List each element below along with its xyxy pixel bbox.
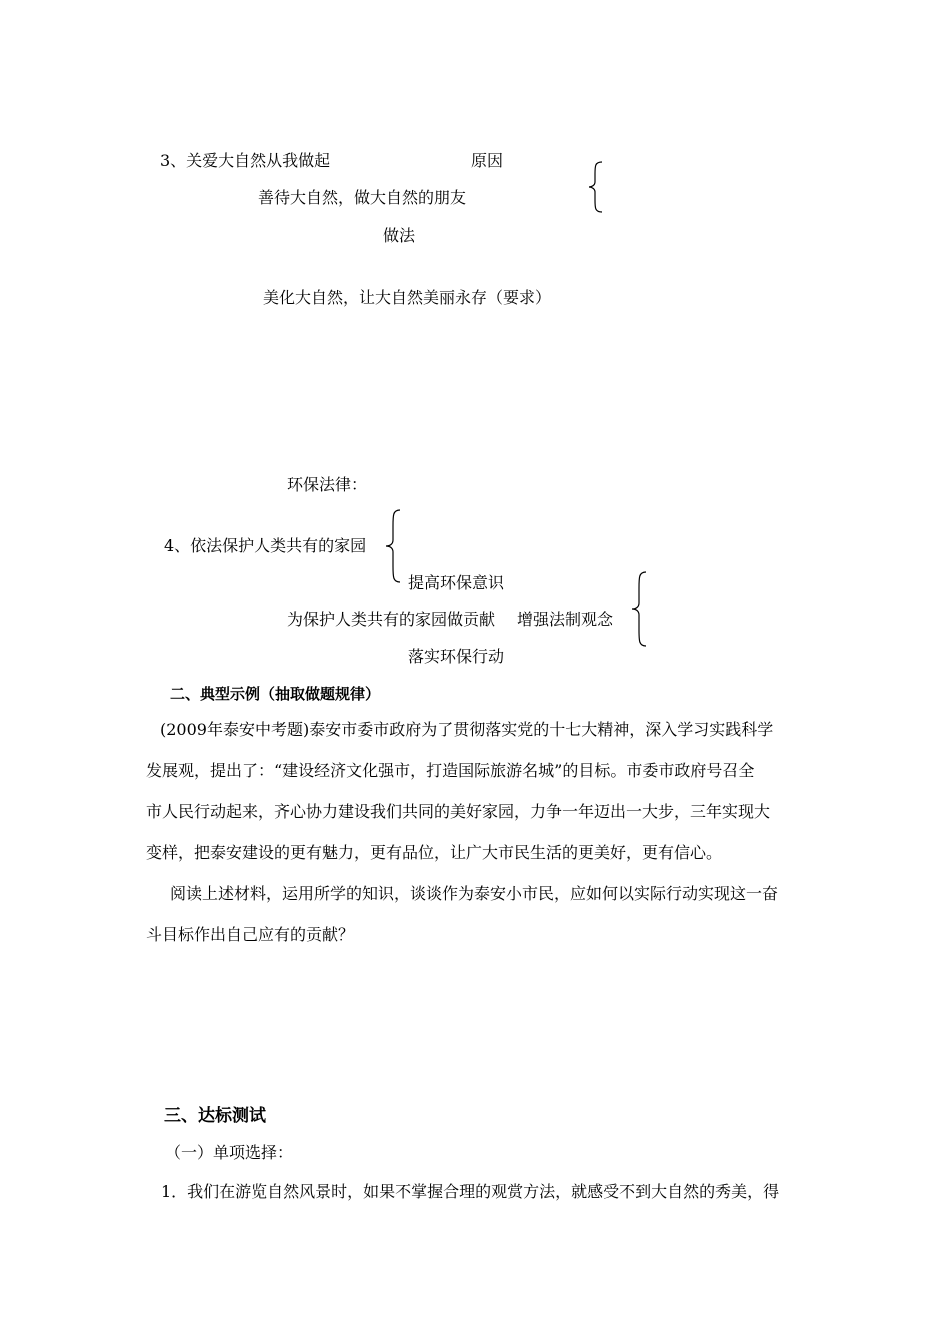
section3-beautify: 美化大自然，让大自然美丽永存（要求）	[263, 288, 552, 307]
test-subheading: （一）单项选择：	[165, 1143, 294, 1162]
brace-icon	[628, 570, 650, 648]
section4-strengthen: 增强法制观念	[517, 610, 614, 629]
section4-contribute: 为保护人类共有的家园做贡献	[287, 610, 496, 629]
example-question: 斗目标作出自己应有的贡献？	[146, 925, 355, 944]
section4-title: 4、依法保护人类共有的家园	[164, 536, 367, 555]
test-heading: 三、达标测试	[164, 1106, 266, 1126]
section3-title: 3、关爱大自然从我做起	[160, 151, 331, 170]
example-heading: 二、典型示例（抽取做题规律）	[170, 685, 381, 703]
example-line: 发展观，提出了：“建设经济文化强市，打造国际旅游名城”的目标。市委市政府号召全	[146, 761, 755, 780]
section4-law: 环保法律：	[287, 475, 368, 494]
example-question: 阅读上述材料，运用所学的知识，谈谈作为泰安小市民，应如何以实际行动实现这一奋	[170, 884, 779, 903]
example-line: 市人民行动起来，齐心协力建设我们共同的美好家园，力争一年迈出一大步，三年实现大	[146, 802, 771, 821]
section4-raise: 提高环保意识	[408, 573, 505, 592]
section3-method-label: 做法	[383, 226, 416, 245]
example-line: (2009年泰安中考题)泰安市委市政府为了贯彻落实党的十七大精神，深入学习实践科学	[160, 720, 774, 739]
brace-icon	[586, 160, 606, 214]
test-question-1: 1．我们在游览自然风景时，如果不掌握合理的观赏方法，就感受不到大自然的秀美，得	[161, 1182, 780, 1201]
example-line: 变样，把泰安建设的更有魅力，更有品位，让广大市民生活的更美好，更有信心。	[146, 843, 723, 862]
section3-reason-label: 原因	[471, 151, 504, 170]
brace-icon	[382, 508, 404, 584]
section3-friend: 善待大自然，做大自然的朋友	[258, 188, 467, 207]
section4-implement: 落实环保行动	[408, 647, 505, 666]
